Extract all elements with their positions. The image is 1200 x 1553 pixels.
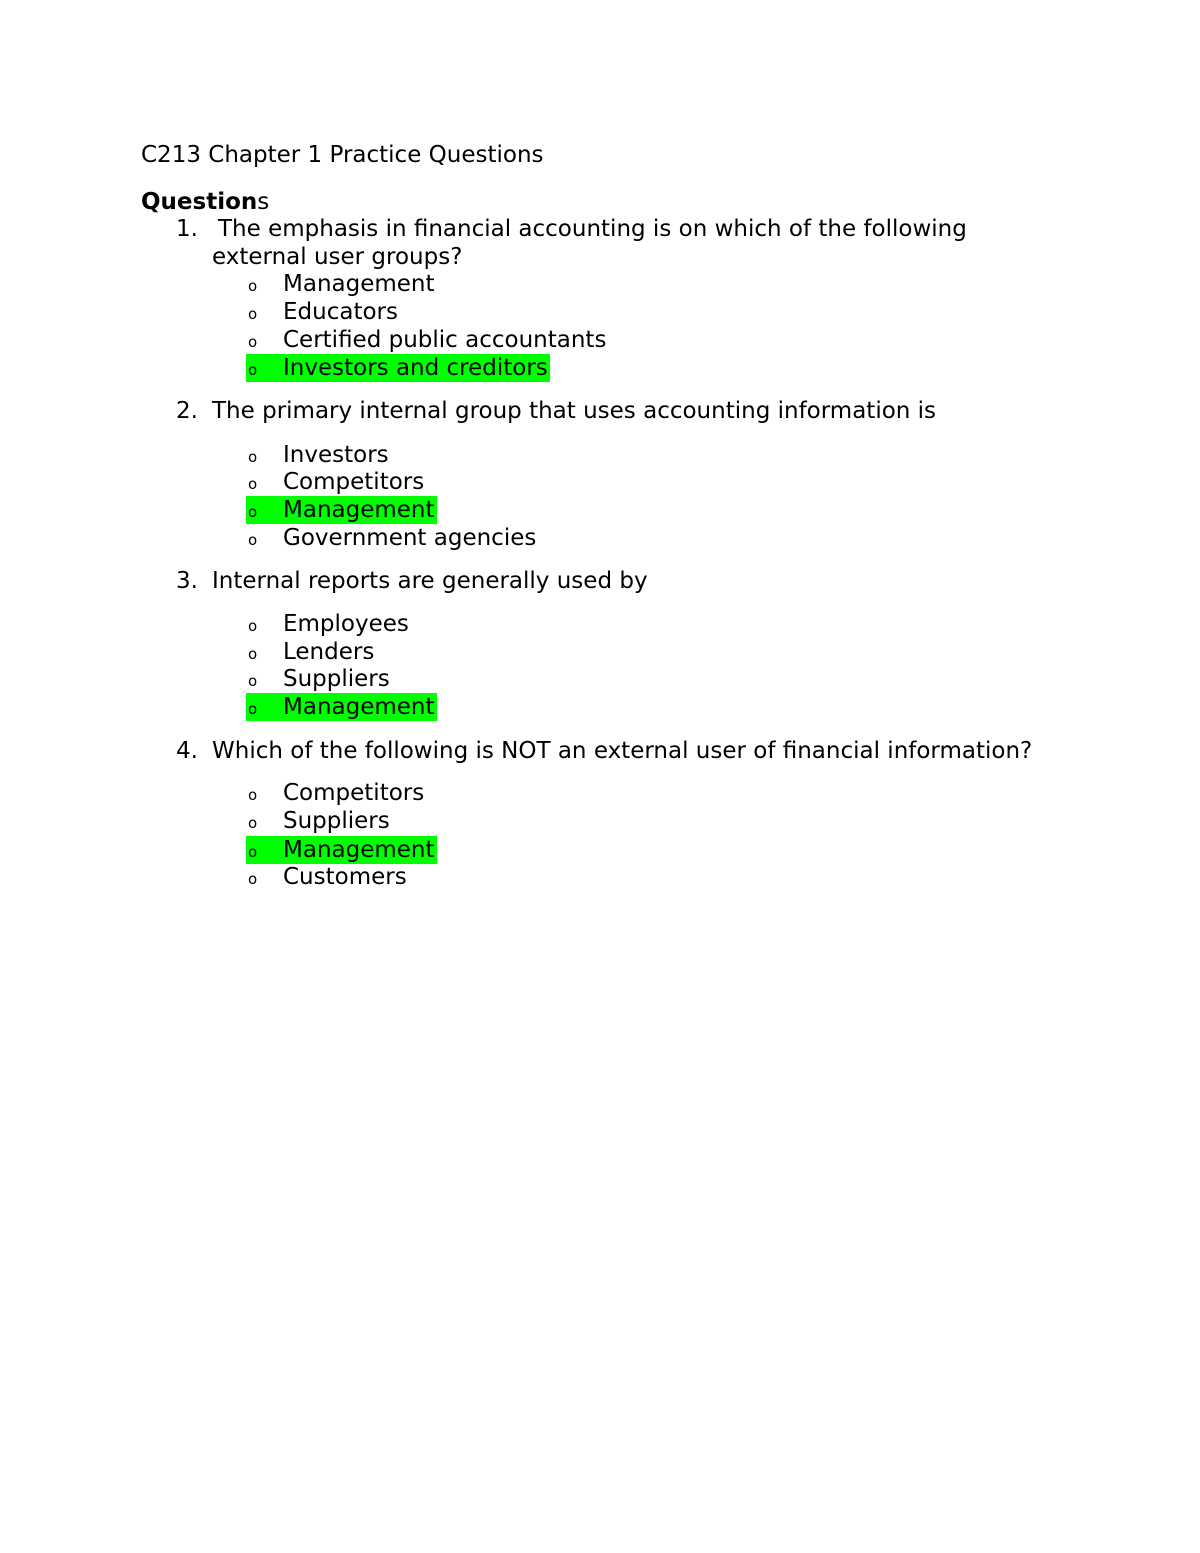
question-1-option-3 <box>246 326 608 354</box>
option-label: Suppliers <box>283 666 390 692</box>
section-heading-rest: s <box>257 189 270 215</box>
option-label: Lenders <box>283 639 375 665</box>
question-4-option-4 <box>246 863 409 891</box>
option-label: Government agencies <box>283 525 537 551</box>
question-4-option-1 <box>246 779 426 807</box>
question-3-text: Internal reports are generally used by <box>212 568 648 594</box>
bullet-icon: o <box>248 617 258 635</box>
question-2-option-2 <box>246 468 426 496</box>
bullet-icon: o <box>248 448 258 466</box>
bullet-icon: o <box>248 277 258 295</box>
option-label: Investors and creditors <box>283 355 548 381</box>
question-3-number: 3. <box>176 568 198 594</box>
bullet-icon: o <box>248 503 258 521</box>
question-4-option-2 <box>246 807 392 835</box>
option-label: Customers <box>283 864 407 890</box>
question-1-text-line-1: The emphasis in financial accounting is on which of the following <box>218 216 967 242</box>
bullet-icon: o <box>248 531 258 549</box>
option-label: Certified public accountants <box>283 327 607 353</box>
question-3-option-4 <box>246 693 437 721</box>
question-3-option-3 <box>246 665 392 693</box>
option-label: Employees <box>283 611 409 637</box>
question-2-option-3 <box>246 496 437 524</box>
bullet-icon: o <box>248 700 258 718</box>
question-4-number: 4. <box>176 738 198 764</box>
option-label: Management <box>283 837 435 863</box>
bullet-icon: o <box>248 305 258 323</box>
question-2-option-4 <box>246 524 538 552</box>
bullet-icon: o <box>248 333 258 351</box>
section-heading <box>141 188 269 216</box>
bullet-icon: o <box>248 786 258 804</box>
section-heading-bold: Question <box>141 189 258 215</box>
question-4-text: Which of the following is NOT an external user of financial information? <box>212 738 1033 764</box>
option-label: Management <box>283 694 435 720</box>
document-title: C213 Chapter 1 Practice Questions <box>141 142 544 168</box>
option-label: Management <box>283 497 435 523</box>
option-label: Competitors <box>283 780 425 806</box>
option-label: Educators <box>283 299 398 325</box>
question-2-text: The primary internal group that uses accounting information is <box>212 398 937 424</box>
bullet-icon: o <box>248 870 258 888</box>
question-2-option-1 <box>246 441 391 469</box>
option-label: Competitors <box>283 469 425 495</box>
option-label: Investors <box>283 442 389 468</box>
question-3-option-2 <box>246 638 376 666</box>
question-1-option-2 <box>246 298 400 326</box>
option-label: Management <box>283 271 435 297</box>
question-1-number: 1. <box>176 216 198 242</box>
question-2-number: 2. <box>176 398 198 424</box>
option-label: Suppliers <box>283 808 390 834</box>
question-1-option-1 <box>246 270 437 298</box>
question-1-text-line-2: external user groups? <box>212 244 463 270</box>
question-1-option-4 <box>246 354 550 382</box>
bullet-icon: o <box>248 361 258 379</box>
bullet-icon: o <box>248 645 258 663</box>
bullet-icon: o <box>248 475 258 493</box>
bullet-icon: o <box>248 672 258 690</box>
question-3-option-1 <box>246 610 411 638</box>
question-4-option-3 <box>246 836 437 864</box>
bullet-icon: o <box>248 814 258 832</box>
bullet-icon: o <box>248 843 258 861</box>
